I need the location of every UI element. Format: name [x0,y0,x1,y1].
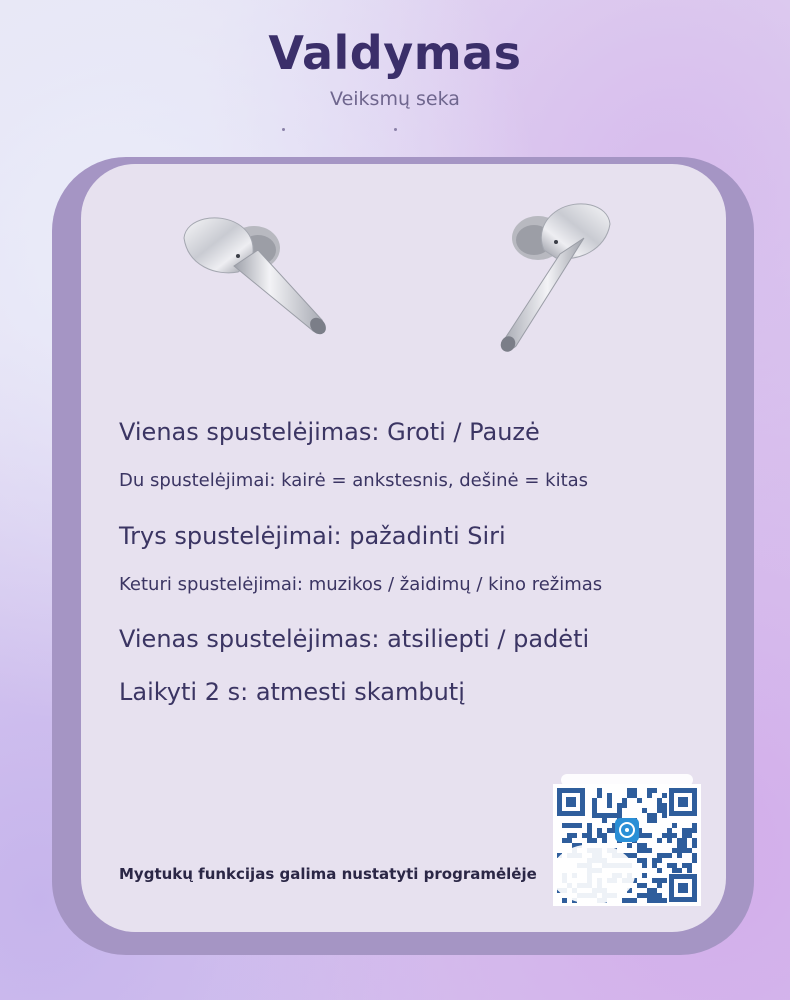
control-triple-tap: Trys spustelėjimai: pažadinti Siri [119,522,506,550]
qr-code-icon [553,784,701,906]
decor-dot [394,128,397,131]
earbud-left-icon [176,210,336,350]
decor-dot [282,128,285,131]
qr-code-block[interactable] [553,774,701,906]
page-title: Valdymas [268,26,522,80]
control-quad-tap: Keturi spustelėjimai: muzikos / žaidimų / kino režimas [119,574,603,595]
control-call-answer: Vienas spustelėjimas: atsiliepti / padėti [119,625,590,653]
control-single-tap: Vienas spustelėjimas: Groti / Pauzė [119,418,540,446]
app-config-note: Mygtukų funkcijas galima nustatyti programėlėje [119,865,537,883]
page-subtitle: Veiksmų seka [330,88,460,110]
earbud-right-icon [488,194,618,354]
control-double-tap: Du spustelėjimai: kairė = ankstesnis, dešinė = kitas [119,470,589,491]
control-call-reject: Laikyti 2 s: atmesti skambutį [119,678,465,706]
